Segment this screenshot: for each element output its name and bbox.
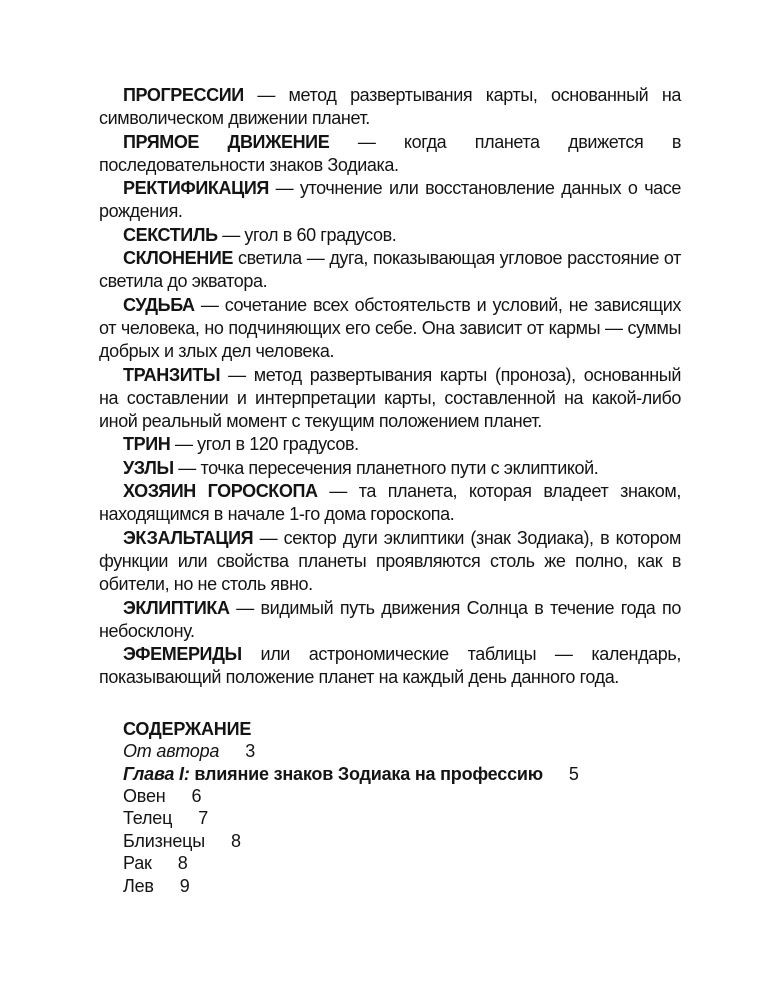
glossary-entry [99, 457, 681, 480]
glossary-definition: — видимый путь движения Солнца в течение года по небосклону. [99, 597, 681, 641]
glossary-entry [99, 364, 681, 434]
toc-entry-title: От автора [123, 741, 220, 762]
glossary-entry [99, 84, 681, 131]
glossary-entry [99, 643, 681, 690]
glossary-term: ТРАНЗИТЫ [123, 364, 221, 385]
toc-entry-page: 7 [198, 808, 209, 829]
glossary-term: ЭФЕМЕРИДЫ [123, 644, 242, 665]
glossary-term: ХОЗЯИН ГОРОСКОПА [123, 481, 318, 502]
toc-entry [123, 852, 681, 874]
glossary-definition: светила — дуга, показывающая угловое расстояние от светила до экватора. [99, 248, 681, 292]
glossary-term: ТРИН [123, 434, 171, 455]
glossary-definition: — точка пересечения планетного пути с эклиптикой. [178, 457, 599, 478]
toc-entry [123, 807, 681, 829]
toc-entries [123, 740, 681, 897]
toc-entry-page: 5 [568, 763, 579, 784]
glossary-entry [99, 131, 681, 178]
glossary-entry [99, 597, 681, 644]
toc-entry-title: Лев [123, 875, 154, 896]
glossary-entry [99, 247, 681, 294]
toc-entry-page: 9 [179, 875, 190, 896]
toc-heading: СОДЕРЖАНИЕ [123, 718, 252, 739]
glossary-definition: — сектор дуги эклиптики (знак Зодиака), в котором функции или свойства планеты проявляются столь же полно, как в обители, но не столь явно. [99, 527, 681, 595]
glossary-entry [99, 177, 681, 224]
toc-entry-page: 3 [245, 741, 256, 762]
toc-entry-title: Рак [123, 853, 152, 874]
toc-entry [123, 763, 681, 785]
table-of-contents [123, 718, 681, 897]
page-content [99, 84, 681, 897]
glossary-term: СЕКСТИЛЬ [123, 224, 218, 245]
glossary-term: РЕКТИФИКАЦИЯ [123, 178, 269, 199]
glossary-entry [99, 294, 681, 364]
glossary-definition: — сочетание всех обстоятельств и условий, не зависящих от человека, но подчиняющих его себе. Она зависит от кармы — суммы добрых и злых дел человека. [99, 294, 681, 362]
glossary-definition: — когда планета движется в последовательности знаков Зодиака. [99, 131, 681, 175]
glossary-term: СУДЬБА [123, 294, 195, 315]
glossary-definition: — уточнение или восстановление данных о часе рождения. [99, 178, 681, 222]
glossary-definition: — та планета, которая владеет знаком, находящимся в начале 1-го дома гороскопа. [99, 481, 681, 525]
glossary-term: ПРОГРЕССИИ [123, 85, 244, 105]
toc-chapter-prefix: Глава I: [123, 763, 195, 784]
glossary [99, 84, 681, 690]
glossary-definition: — метод развертывания карты, основанный на символическом движении планет. [99, 85, 681, 129]
glossary-entry [99, 527, 681, 597]
glossary-term: ЭКЛИПТИКА [123, 597, 230, 618]
glossary-term: СКЛОНЕНИЕ [123, 248, 233, 269]
glossary-entry [99, 224, 681, 247]
glossary-definition: — угол в 60 градусов. [222, 224, 397, 245]
toc-entry-title: Овен [123, 785, 166, 806]
toc-entry [123, 875, 681, 897]
glossary-definition: — метод развертывания карты (проноза), основанный на составлении и интерпретации карты, составленной на какой-либо иной реальный момент с текущим положением планет. [99, 364, 681, 432]
toc-entry [123, 785, 681, 807]
toc-entry-title: Близнецы [123, 830, 206, 851]
glossary-definition: — угол в 120 градусов. [174, 434, 359, 455]
glossary-term: ЭКЗАЛЬТАЦИЯ [123, 527, 254, 548]
toc-entry [123, 740, 681, 762]
toc-entry-title: влияние знаков Зодиака на профессию [194, 763, 543, 784]
toc-entry-page: 8 [231, 830, 241, 851]
glossary-term: УЗЛЫ [123, 457, 174, 478]
glossary-entry [99, 480, 681, 527]
glossary-definition: или астрономические таблицы — календарь, показывающий положение планет на каждый день данного года. [99, 644, 681, 688]
toc-entry-page: 8 [177, 853, 188, 874]
toc-entry-page: 6 [191, 785, 202, 806]
toc-entry [123, 830, 681, 852]
glossary-entry [99, 433, 681, 456]
toc-entry-title: Телец [123, 808, 173, 829]
glossary-term: ПРЯМОЕ ДВИЖЕНИЕ [123, 131, 330, 152]
